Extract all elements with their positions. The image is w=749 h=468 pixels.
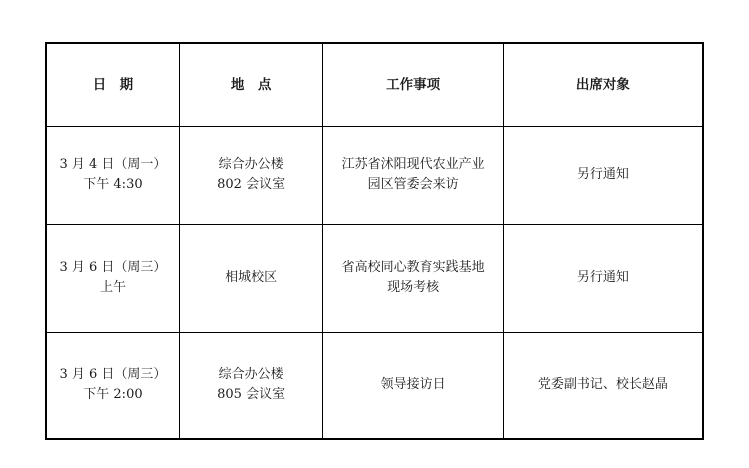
attendees-cell: 党委副书记、校长赵晶 [503, 332, 703, 439]
location-text: 综合办公楼 [218, 367, 284, 383]
table-row [46, 126, 703, 224]
table-header-row [46, 43, 703, 126]
work-text-line1: 江苏省沭阳现代农业产业 [341, 157, 485, 172]
work-text-line1: 领导接访日 [380, 377, 446, 393]
header-attendees: 出席对象 [503, 43, 703, 126]
table-row [46, 224, 703, 332]
room-text: 802 会议室 [217, 177, 286, 192]
work-text-line2: 现场考核 [387, 280, 440, 295]
header-date: 日 期 [46, 43, 179, 126]
table-row [46, 332, 703, 439]
schedule-table [45, 42, 704, 440]
date-text: 3 月 6 日（周三） [59, 260, 167, 275]
location-text: 相城校区 [225, 270, 278, 285]
date-cell [46, 224, 179, 332]
location-cell [179, 224, 322, 332]
work-cell [323, 332, 504, 439]
location-cell [179, 332, 322, 439]
work-cell [323, 126, 504, 224]
time-text: 下午 4:30 [83, 177, 143, 192]
time-text: 下午 2:00 [83, 387, 143, 403]
header-location: 地 点 [179, 43, 322, 126]
work-cell [323, 224, 504, 332]
work-text-line1: 省高校同心教育实践基地 [341, 260, 485, 275]
date-text: 3 月 6 日（周三） [59, 367, 167, 383]
attendees-cell: 另行通知 [503, 224, 703, 332]
date-cell [46, 332, 179, 439]
time-text: 上午 [99, 280, 126, 295]
attendees-cell: 另行通知 [503, 126, 703, 224]
header-work: 工作事项 [323, 43, 504, 126]
date-text: 3 月 4 日（周一） [59, 157, 167, 172]
work-text-line2: 园区管委会来访 [367, 177, 459, 192]
location-cell [179, 126, 322, 224]
date-cell [46, 126, 179, 224]
room-text: 805 会议室 [217, 387, 286, 403]
location-text: 综合办公楼 [218, 157, 284, 172]
